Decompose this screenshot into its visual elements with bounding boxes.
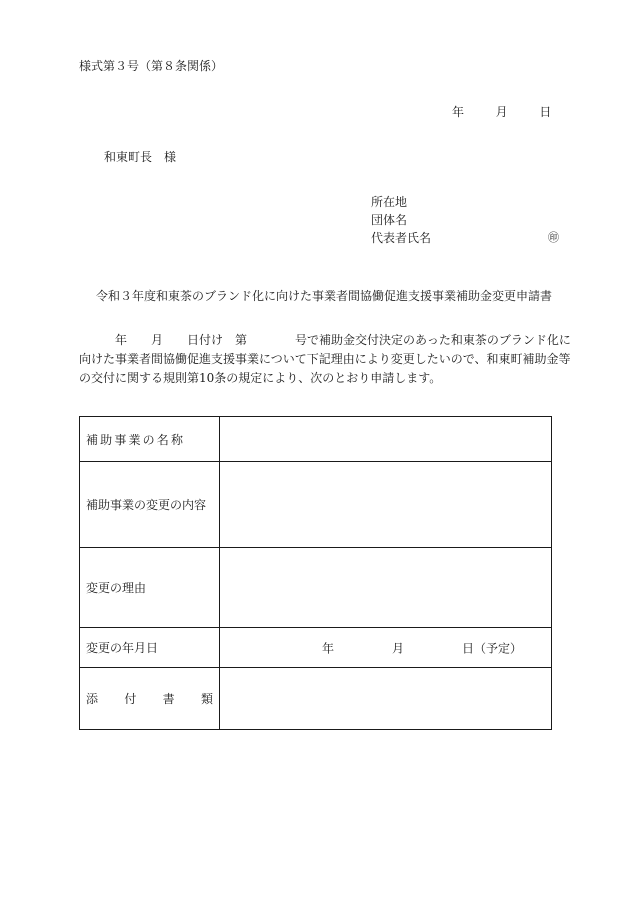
date-day-label: 日 xyxy=(539,105,552,119)
body-line-1: 年 月 日付け 第 号で補助金交付決定のあった和東茶のブランド化に xyxy=(79,333,571,347)
group-name-label: 団体名 xyxy=(371,213,408,227)
applicant-block xyxy=(371,193,559,247)
table-row-change-content xyxy=(80,462,552,548)
representative-label: 代表者氏名 xyxy=(371,231,432,245)
addressee: 和東町長 様 xyxy=(104,150,177,164)
table-row-change-reason xyxy=(80,548,552,628)
table-row-project-name xyxy=(80,417,552,462)
change-date-label: 変更の年月日 xyxy=(80,628,220,668)
date-month-label: 月 xyxy=(495,105,508,119)
attachments-value[interactable] xyxy=(220,668,552,730)
table-row-attachments xyxy=(80,668,552,730)
change-content-value[interactable] xyxy=(220,462,552,548)
body-text xyxy=(79,331,571,388)
address-label: 所在地 xyxy=(371,195,408,209)
application-form-table xyxy=(79,416,552,730)
change-date-year: 年 xyxy=(322,641,335,655)
form-number: 様式第３号（第８条関係） xyxy=(79,59,224,73)
document-title: 令和３年度和東茶のブランド化に向けた事業者間協働促進支援事業補助金変更申請書 xyxy=(96,289,553,303)
date-year-label: 年 xyxy=(452,105,465,119)
project-name-value[interactable] xyxy=(220,417,552,462)
body-line-3: の交付に関する規則第10条の規定により、次のとおり申請します。 xyxy=(79,371,442,385)
change-reason-label: 変更の理由 xyxy=(80,548,220,628)
change-reason-value[interactable] xyxy=(220,548,552,628)
table-row-change-date xyxy=(80,628,552,668)
body-line-2: 向けた事業者間協働促進支援事業について下記理由により変更したいので、和東町補助金等 xyxy=(79,352,571,366)
change-date-value[interactable] xyxy=(220,628,552,668)
project-name-label: 補 助 事 業 の 名 称 xyxy=(80,417,220,462)
change-content-label: 補助事業の変更の内容 xyxy=(80,462,220,548)
change-date-day: 日（予定） xyxy=(462,641,523,655)
attachments-label: 添 付 書 類 xyxy=(80,668,220,730)
seal-mark: ㊞ xyxy=(548,231,559,244)
change-date-month: 月 xyxy=(392,641,405,655)
submission-date xyxy=(452,103,551,120)
